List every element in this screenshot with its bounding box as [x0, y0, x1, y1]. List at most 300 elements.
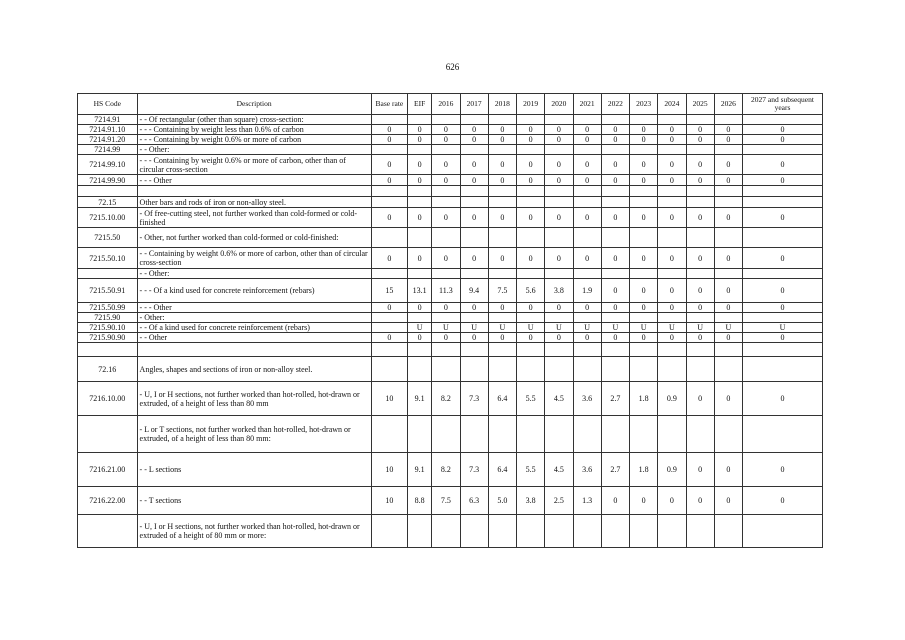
cell-2023 [630, 515, 658, 548]
cell-eif: 0 [408, 135, 432, 145]
cell-eif [408, 343, 432, 357]
cell-2020 [545, 313, 573, 323]
cell-2017 [460, 228, 488, 248]
cell-base-rate: 0 [371, 175, 407, 186]
table-row [78, 343, 823, 357]
cell-2023 [630, 343, 658, 357]
cell-2022 [601, 269, 629, 279]
cell-2027-and-subsequent: 0 [743, 303, 823, 313]
cell-description: - Other: [137, 313, 371, 323]
cell-2016 [432, 228, 460, 248]
cell-base-rate [371, 357, 407, 382]
cell-description: Other bars and rods of iron or non-alloy steel. [137, 197, 371, 208]
col-description: Description [137, 94, 371, 115]
cell-2023 [630, 313, 658, 323]
cell-2022: U [601, 323, 629, 333]
cell-2023: 0 [630, 333, 658, 343]
cell-2026 [714, 515, 742, 548]
cell-2016: 11.3 [432, 279, 460, 303]
cell-2019: 5.5 [517, 382, 545, 416]
cell-2019: 0 [517, 333, 545, 343]
cell-2018: 6.4 [488, 382, 516, 416]
cell-base-rate: 0 [371, 155, 407, 175]
cell-description [137, 186, 371, 197]
cell-2020: 0 [545, 333, 573, 343]
cell-2018: 6.4 [488, 453, 516, 487]
cell-2016 [432, 115, 460, 125]
cell-hs-code: 7216.21.00 [78, 453, 138, 487]
cell-2021: 3.6 [573, 453, 601, 487]
cell-2017 [460, 269, 488, 279]
cell-2022 [601, 145, 629, 155]
cell-2019: 0 [517, 303, 545, 313]
cell-2024 [658, 343, 686, 357]
cell-2018: 0 [488, 135, 516, 145]
cell-description: - - Of rectangular (other than square) cross-section: [137, 115, 371, 125]
cell-description: - - Of a kind used for concrete reinforcement (rebars) [137, 323, 371, 333]
cell-eif: 0 [408, 248, 432, 269]
table-row [78, 382, 823, 416]
cell-2016 [432, 186, 460, 197]
cell-2026: 0 [714, 279, 742, 303]
cell-2019: 0 [517, 208, 545, 228]
cell-base-rate: 15 [371, 279, 407, 303]
cell-2026 [714, 197, 742, 208]
cell-hs-code [78, 515, 138, 548]
cell-2026 [714, 343, 742, 357]
cell-2022: 0 [601, 279, 629, 303]
cell-eif [408, 186, 432, 197]
cell-eif [408, 515, 432, 548]
cell-2021: 0 [573, 303, 601, 313]
cell-2017: 0 [460, 175, 488, 186]
cell-hs-code: 7214.91.20 [78, 135, 138, 145]
cell-eif: 0 [408, 208, 432, 228]
cell-2022 [601, 228, 629, 248]
cell-2021 [573, 186, 601, 197]
cell-2019: 5.5 [517, 453, 545, 487]
cell-2026 [714, 228, 742, 248]
cell-2024 [658, 145, 686, 155]
cell-2019 [517, 115, 545, 125]
cell-2024: 0.9 [658, 382, 686, 416]
cell-2025: 0 [686, 303, 714, 313]
cell-base-rate [371, 228, 407, 248]
cell-2016: 0 [432, 135, 460, 145]
cell-2016: 8.2 [432, 453, 460, 487]
cell-2020 [545, 186, 573, 197]
cell-2024 [658, 197, 686, 208]
cell-eif [408, 197, 432, 208]
cell-2021: 0 [573, 125, 601, 135]
cell-2023: 0 [630, 303, 658, 313]
col-2020: 2020 [545, 94, 573, 115]
cell-2019 [517, 197, 545, 208]
col-2024: 2024 [658, 94, 686, 115]
cell-2027-and-subsequent [743, 313, 823, 323]
table-body [78, 115, 823, 548]
cell-eif [408, 269, 432, 279]
cell-2016: 7.5 [432, 487, 460, 515]
cell-2027-and-subsequent: 0 [743, 248, 823, 269]
cell-2025 [686, 228, 714, 248]
cell-2023: 0 [630, 487, 658, 515]
cell-2024: 0 [658, 248, 686, 269]
cell-2016: 8.2 [432, 382, 460, 416]
table-row [78, 248, 823, 269]
cell-description: - - - Other [137, 175, 371, 186]
cell-2019 [517, 343, 545, 357]
cell-2020 [545, 357, 573, 382]
cell-2022 [601, 357, 629, 382]
cell-2017: 0 [460, 303, 488, 313]
cell-2016 [432, 269, 460, 279]
cell-2024 [658, 228, 686, 248]
cell-2026 [714, 186, 742, 197]
cell-2027-and-subsequent: U [743, 323, 823, 333]
cell-2027-and-subsequent [743, 416, 823, 453]
cell-2026: 0 [714, 248, 742, 269]
cell-2022 [601, 197, 629, 208]
cell-base-rate: 10 [371, 382, 407, 416]
cell-hs-code: 72.15 [78, 197, 138, 208]
cell-2017: 9.4 [460, 279, 488, 303]
cell-2026: 0 [714, 487, 742, 515]
cell-2025 [686, 197, 714, 208]
cell-2021: 0 [573, 333, 601, 343]
cell-base-rate [371, 115, 407, 125]
cell-base-rate [371, 343, 407, 357]
cell-base-rate: 0 [371, 248, 407, 269]
cell-2018 [488, 416, 516, 453]
tariff-schedule-table [77, 93, 823, 548]
cell-hs-code: 72.16 [78, 357, 138, 382]
cell-2016: 0 [432, 155, 460, 175]
cell-2020: U [545, 323, 573, 333]
cell-2022 [601, 115, 629, 125]
cell-2018 [488, 313, 516, 323]
cell-description: - U, I or H sections, not further worked than hot-rolled, hot-drawn or extruded of a height of 80 mm or more: [137, 515, 371, 548]
cell-2024 [658, 115, 686, 125]
cell-base-rate [371, 416, 407, 453]
table-row [78, 515, 823, 548]
cell-eif [408, 228, 432, 248]
cell-2021 [573, 416, 601, 453]
cell-2020: 0 [545, 303, 573, 313]
cell-2023: 1.8 [630, 453, 658, 487]
cell-eif: 9.1 [408, 382, 432, 416]
cell-2023: 0 [630, 125, 658, 135]
cell-2019 [517, 416, 545, 453]
cell-eif: 13.1 [408, 279, 432, 303]
cell-2018 [488, 228, 516, 248]
cell-2026: 0 [714, 382, 742, 416]
cell-2025 [686, 343, 714, 357]
cell-2023: 0 [630, 248, 658, 269]
cell-2025 [686, 186, 714, 197]
cell-hs-code: 7215.50.99 [78, 303, 138, 313]
cell-2021: 3.6 [573, 382, 601, 416]
cell-base-rate [371, 313, 407, 323]
cell-description: - - T sections [137, 487, 371, 515]
cell-2017 [460, 343, 488, 357]
cell-2020: 2.5 [545, 487, 573, 515]
cell-base-rate: 0 [371, 135, 407, 145]
cell-2018: 0 [488, 333, 516, 343]
cell-eif [408, 357, 432, 382]
cell-2018: 0 [488, 175, 516, 186]
cell-2023 [630, 145, 658, 155]
cell-2023: U [630, 323, 658, 333]
cell-2023: 0 [630, 135, 658, 145]
cell-2024: 0 [658, 155, 686, 175]
cell-2020 [545, 515, 573, 548]
cell-2024 [658, 186, 686, 197]
cell-eif [408, 416, 432, 453]
cell-description: - - - Other [137, 303, 371, 313]
cell-2019 [517, 145, 545, 155]
cell-2017: 7.3 [460, 382, 488, 416]
cell-2023 [630, 186, 658, 197]
cell-2021: U [573, 323, 601, 333]
cell-2018: 5.0 [488, 487, 516, 515]
cell-2024: 0 [658, 135, 686, 145]
cell-2027-and-subsequent [743, 186, 823, 197]
cell-2024: 0 [658, 487, 686, 515]
cell-2016 [432, 343, 460, 357]
cell-eif [408, 313, 432, 323]
cell-2020: 4.5 [545, 382, 573, 416]
cell-base-rate: 0 [371, 303, 407, 313]
cell-description: - - - Containing by weight less than 0.6% of carbon [137, 125, 371, 135]
cell-2018 [488, 145, 516, 155]
cell-2026 [714, 269, 742, 279]
cell-2027-and-subsequent: 0 [743, 125, 823, 135]
cell-2022 [601, 186, 629, 197]
cell-2020 [545, 416, 573, 453]
col-2026: 2026 [714, 94, 742, 115]
cell-2026 [714, 357, 742, 382]
cell-2016 [432, 515, 460, 548]
cell-2023 [630, 197, 658, 208]
cell-2026: 0 [714, 125, 742, 135]
cell-2018 [488, 186, 516, 197]
col-hs-code: HS Code [78, 94, 138, 115]
cell-2027-and-subsequent: 0 [743, 175, 823, 186]
cell-2023: 0 [630, 155, 658, 175]
cell-description: - - - Containing by weight 0.6% or more of carbon, other than of circular cross-section [137, 155, 371, 175]
cell-2020: 0 [545, 175, 573, 186]
cell-hs-code: 7215.90.90 [78, 333, 138, 343]
cell-2027-and-subsequent: 0 [743, 208, 823, 228]
cell-2021 [573, 343, 601, 357]
cell-2026: 0 [714, 135, 742, 145]
table-row [78, 453, 823, 487]
cell-2016: 0 [432, 125, 460, 135]
cell-2017 [460, 145, 488, 155]
cell-description: Angles, shapes and sections of iron or non-alloy steel. [137, 357, 371, 382]
cell-description: - - Other [137, 333, 371, 343]
col-2019: 2019 [517, 94, 545, 115]
table-row [78, 135, 823, 145]
cell-eif: U [408, 323, 432, 333]
cell-2019 [517, 186, 545, 197]
col-2016: 2016 [432, 94, 460, 115]
cell-2021 [573, 115, 601, 125]
cell-2026: 0 [714, 155, 742, 175]
cell-2024: 0 [658, 125, 686, 135]
table-row [78, 228, 823, 248]
cell-2017 [460, 515, 488, 548]
cell-hs-code: 7216.10.00 [78, 382, 138, 416]
cell-description: - Of free-cutting steel, not further worked than cold-formed or cold-finished [137, 208, 371, 228]
cell-2024: 0.9 [658, 453, 686, 487]
cell-2023: 0 [630, 208, 658, 228]
cell-2021: 0 [573, 248, 601, 269]
table-row [78, 155, 823, 175]
cell-2022: 0 [601, 303, 629, 313]
cell-2026: 0 [714, 333, 742, 343]
cell-2019: 5.6 [517, 279, 545, 303]
cell-2025: 0 [686, 175, 714, 186]
cell-2019 [517, 228, 545, 248]
table-row [78, 313, 823, 323]
cell-2016 [432, 197, 460, 208]
cell-2022 [601, 313, 629, 323]
col-base-rate: Base rate [371, 94, 407, 115]
cell-2027-and-subsequent [743, 228, 823, 248]
cell-2024: 0 [658, 303, 686, 313]
cell-description: - U, I or H sections, not further worked than hot-rolled, hot-drawn or extruded, of a height of less than 80 mm [137, 382, 371, 416]
cell-hs-code: 7215.10.00 [78, 208, 138, 228]
cell-2024 [658, 313, 686, 323]
cell-2022: 0 [601, 135, 629, 145]
cell-2018 [488, 269, 516, 279]
cell-base-rate: 10 [371, 453, 407, 487]
cell-2024 [658, 269, 686, 279]
cell-2016: 0 [432, 303, 460, 313]
table-row [78, 487, 823, 515]
cell-2022: 0 [601, 487, 629, 515]
cell-2024: U [658, 323, 686, 333]
cell-2018: 0 [488, 125, 516, 135]
cell-2025: 0 [686, 279, 714, 303]
cell-2027-and-subsequent [743, 145, 823, 155]
cell-2023 [630, 115, 658, 125]
cell-2021: 1.3 [573, 487, 601, 515]
cell-2020: 0 [545, 135, 573, 145]
cell-2023: 0 [630, 175, 658, 186]
cell-2025: 0 [686, 155, 714, 175]
cell-2023 [630, 416, 658, 453]
cell-2016: 0 [432, 208, 460, 228]
cell-2019: U [517, 323, 545, 333]
cell-hs-code [78, 269, 138, 279]
cell-2021 [573, 313, 601, 323]
col-2023: 2023 [630, 94, 658, 115]
cell-2016: 0 [432, 248, 460, 269]
cell-2020: 3.8 [545, 279, 573, 303]
cell-2021 [573, 515, 601, 548]
page-number: 626 [445, 62, 460, 72]
cell-2018 [488, 197, 516, 208]
cell-hs-code: 7214.91 [78, 115, 138, 125]
cell-2027-and-subsequent [743, 269, 823, 279]
cell-2026: U [714, 323, 742, 333]
cell-2021 [573, 197, 601, 208]
cell-2017 [460, 186, 488, 197]
cell-2023 [630, 357, 658, 382]
cell-2018 [488, 515, 516, 548]
table-row [78, 333, 823, 343]
cell-2027-and-subsequent [743, 197, 823, 208]
cell-2027-and-subsequent [743, 515, 823, 548]
cell-description: - - L sections [137, 453, 371, 487]
cell-hs-code: 7216.22.00 [78, 487, 138, 515]
cell-2017: 0 [460, 208, 488, 228]
cell-2020 [545, 115, 573, 125]
cell-hs-code: 7214.99 [78, 145, 138, 155]
col-2027-and-subsequent: 2027 and subsequent years [743, 94, 823, 115]
table-row [78, 208, 823, 228]
cell-2023 [630, 269, 658, 279]
cell-2027-and-subsequent: 0 [743, 135, 823, 145]
cell-2027-and-subsequent: 0 [743, 155, 823, 175]
cell-2022: 0 [601, 208, 629, 228]
col-2022: 2022 [601, 94, 629, 115]
cell-2024: 0 [658, 208, 686, 228]
cell-2022 [601, 515, 629, 548]
cell-2017: U [460, 323, 488, 333]
table-row [78, 269, 823, 279]
table-row [78, 145, 823, 155]
cell-2025 [686, 269, 714, 279]
cell-2016 [432, 357, 460, 382]
cell-base-rate: 10 [371, 487, 407, 515]
cell-hs-code: 7214.91.10 [78, 125, 138, 135]
cell-base-rate: 0 [371, 208, 407, 228]
cell-2027-and-subsequent [743, 357, 823, 382]
cell-2019: 0 [517, 135, 545, 145]
cell-hs-code: 7215.90.10 [78, 323, 138, 333]
cell-base-rate: 0 [371, 125, 407, 135]
table-row [78, 323, 823, 333]
cell-2022: 0 [601, 125, 629, 135]
cell-2018: 0 [488, 155, 516, 175]
cell-2017 [460, 313, 488, 323]
cell-2017 [460, 115, 488, 125]
cell-eif: 0 [408, 175, 432, 186]
cell-2025: 0 [686, 125, 714, 135]
table-row [78, 175, 823, 186]
cell-hs-code: 7215.90 [78, 313, 138, 323]
cell-2017 [460, 357, 488, 382]
cell-2016 [432, 313, 460, 323]
cell-base-rate [371, 515, 407, 548]
cell-2022: 0 [601, 155, 629, 175]
cell-2027-and-subsequent: 0 [743, 453, 823, 487]
cell-2017 [460, 416, 488, 453]
cell-eif: 0 [408, 333, 432, 343]
cell-2023 [630, 228, 658, 248]
cell-description [137, 343, 371, 357]
cell-2019: 3.8 [517, 487, 545, 515]
cell-2025: 0 [686, 248, 714, 269]
col-2017: 2017 [460, 94, 488, 115]
cell-2025: 0 [686, 135, 714, 145]
cell-2024: 0 [658, 175, 686, 186]
cell-2025 [686, 145, 714, 155]
